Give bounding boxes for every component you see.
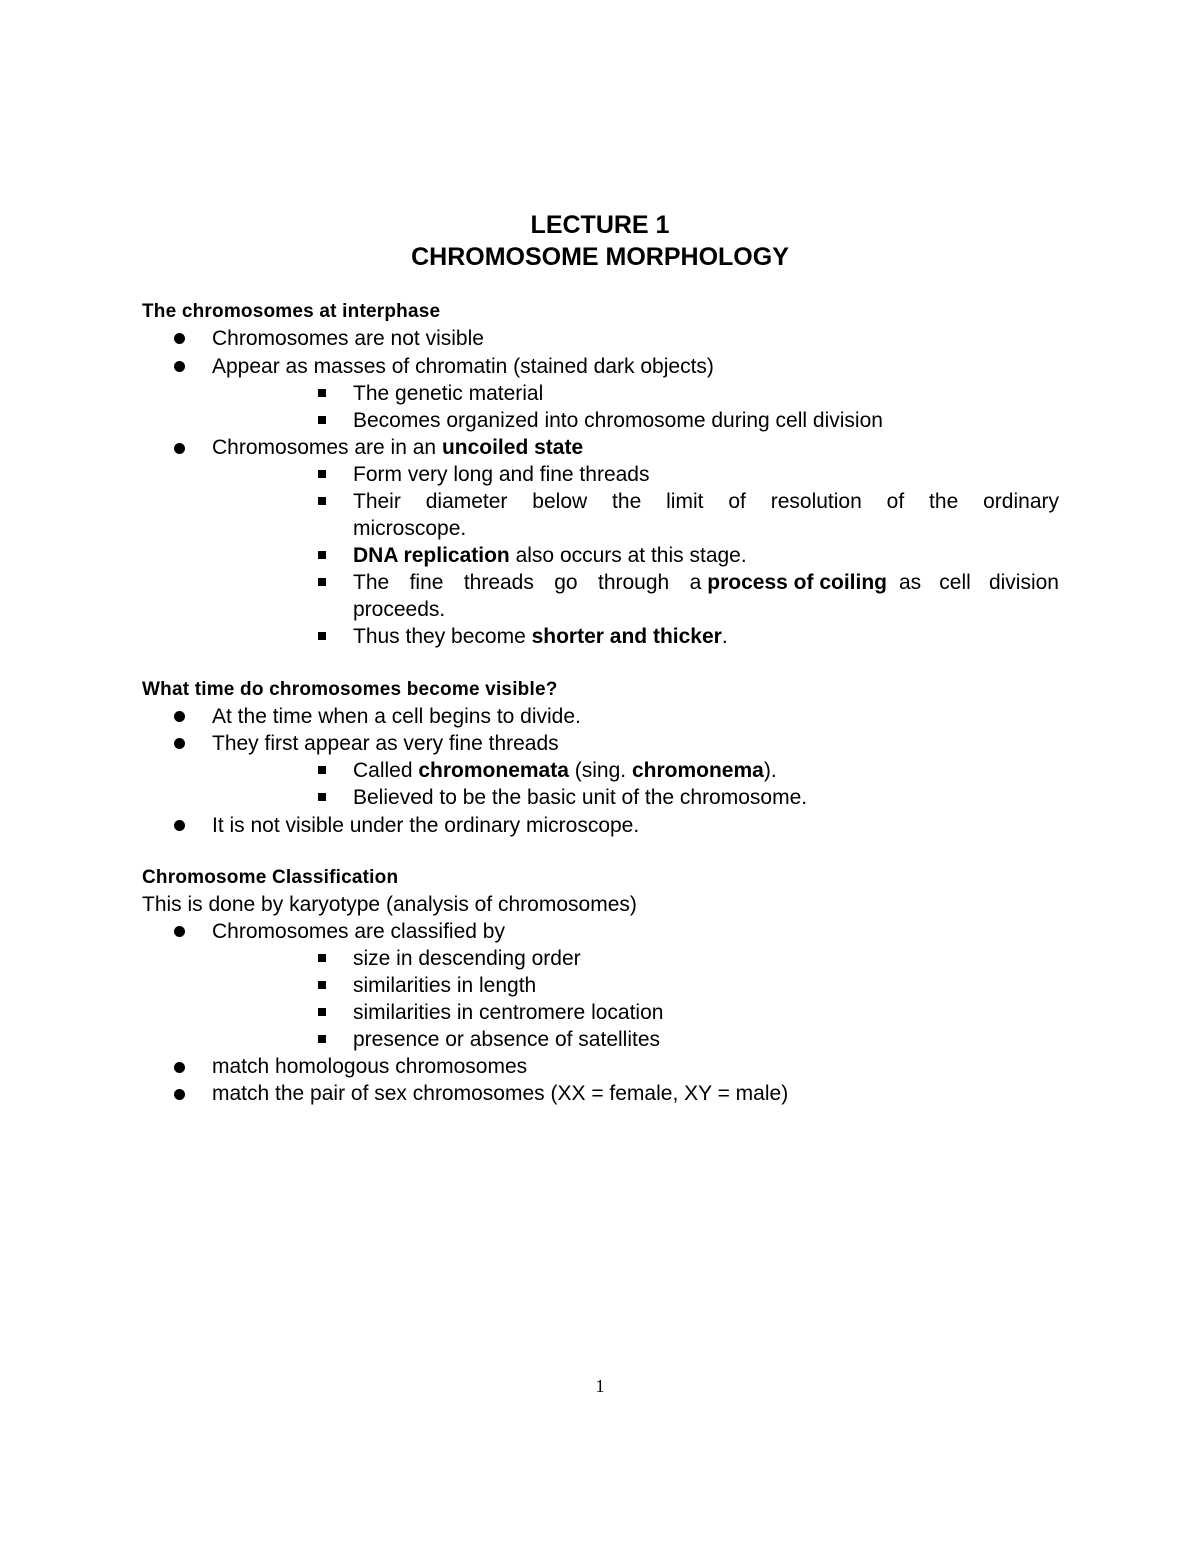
sub-list-item — [353, 542, 747, 569]
sub-list-item: Becomes organized into chromosome during cell division — [353, 409, 883, 432]
sub-list-item: Form very long and fine threads — [353, 463, 650, 486]
square-bullet-icon — [318, 470, 326, 478]
square-bullet-icon — [318, 632, 326, 640]
square-bullet-icon — [318, 578, 326, 586]
bullet-icon — [174, 926, 185, 937]
square-bullet-icon — [318, 551, 326, 559]
list-item-text: The fine threads go through a — [353, 571, 702, 594]
square-bullet-icon — [318, 416, 326, 424]
sub-list-item: similarities in centromere location — [353, 1001, 664, 1024]
bullet-icon — [174, 738, 185, 749]
square-bullet-icon — [318, 793, 326, 801]
square-bullet-icon — [318, 766, 326, 774]
list-item: Chromosomes are classified by — [212, 920, 505, 943]
section-heading-interphase: The chromosomes at interphase — [142, 301, 441, 322]
list-item — [212, 434, 583, 461]
sub-list-item: Believed to be the basic unit of the chromosome. — [353, 786, 808, 809]
square-bullet-icon — [318, 1008, 326, 1016]
bullet-icon — [174, 361, 185, 372]
list-item-text: Thus they become — [353, 625, 532, 648]
list-item: match homologous chromosomes — [212, 1055, 528, 1078]
sub-list-item-continuation: microscope. — [353, 517, 467, 540]
sub-list-item — [353, 757, 777, 784]
page-number: 1 — [595, 1376, 605, 1396]
list-item: Appear as masses of chromatin (stained dark objects) — [212, 355, 714, 378]
list-item-text: as cell division — [899, 571, 1059, 594]
sub-list-item — [353, 623, 728, 650]
square-bullet-icon — [318, 1035, 326, 1043]
list-item: At the time when a cell begins to divide. — [212, 705, 581, 728]
bold-term: DNA replication — [353, 544, 510, 567]
section-intro: This is done by karyotype (analysis of chromosomes) — [142, 893, 637, 916]
bold-term: chromonemata — [418, 759, 569, 782]
sub-list-item: size in descending order — [353, 947, 581, 970]
bold-term: shorter and thicker — [531, 625, 722, 648]
list-item-text: Called — [353, 759, 419, 782]
list-item: They first appear as very fine threads — [212, 732, 559, 755]
lecture-subtitle: CHROMOSOME MORPHOLOGY — [411, 243, 789, 271]
bullet-icon — [174, 711, 185, 722]
section-heading-classification: Chromosome Classification — [142, 867, 399, 888]
bullet-icon — [174, 333, 185, 344]
bold-term: chromonema — [631, 759, 764, 782]
bold-term: uncoiled state — [441, 436, 584, 459]
list-item: match the pair of sex chromosomes (XX = female, XY = male) — [212, 1082, 789, 1105]
bold-term: process of coiling — [707, 571, 887, 594]
sub-list-item-continuation: proceeds. — [353, 598, 446, 621]
list-item: It is not visible under the ordinary microscope. — [212, 814, 640, 837]
sub-list-item: presence or absence of satellites — [353, 1028, 661, 1051]
bullet-icon — [174, 1089, 185, 1100]
square-bullet-icon — [318, 497, 326, 505]
sub-list-item — [353, 569, 1059, 596]
lecture-title: LECTURE 1 — [530, 211, 670, 239]
list-item-text: Chromosomes are in an — [212, 436, 442, 459]
bullet-icon — [174, 820, 185, 831]
list-item: Chromosomes are not visible — [212, 327, 484, 350]
square-bullet-icon — [318, 954, 326, 962]
list-item-text: (sing. — [568, 759, 632, 782]
sub-list-item: similarities in length — [353, 974, 537, 997]
square-bullet-icon — [318, 389, 326, 397]
list-item-text: also occurs at this stage. — [509, 544, 747, 567]
list-item-text: ). — [763, 759, 777, 782]
section-heading-visibility: What time do chromosomes become visible? — [142, 679, 558, 700]
bullet-icon — [174, 443, 185, 454]
sub-list-item: The genetic material — [353, 382, 544, 405]
justified-line — [353, 569, 1059, 596]
bullet-icon — [174, 1062, 185, 1073]
sub-list-item: Their diameter below the limit of resolution of the ordinary — [353, 490, 1059, 513]
list-item-text: . — [721, 625, 728, 648]
square-bullet-icon — [318, 981, 326, 989]
